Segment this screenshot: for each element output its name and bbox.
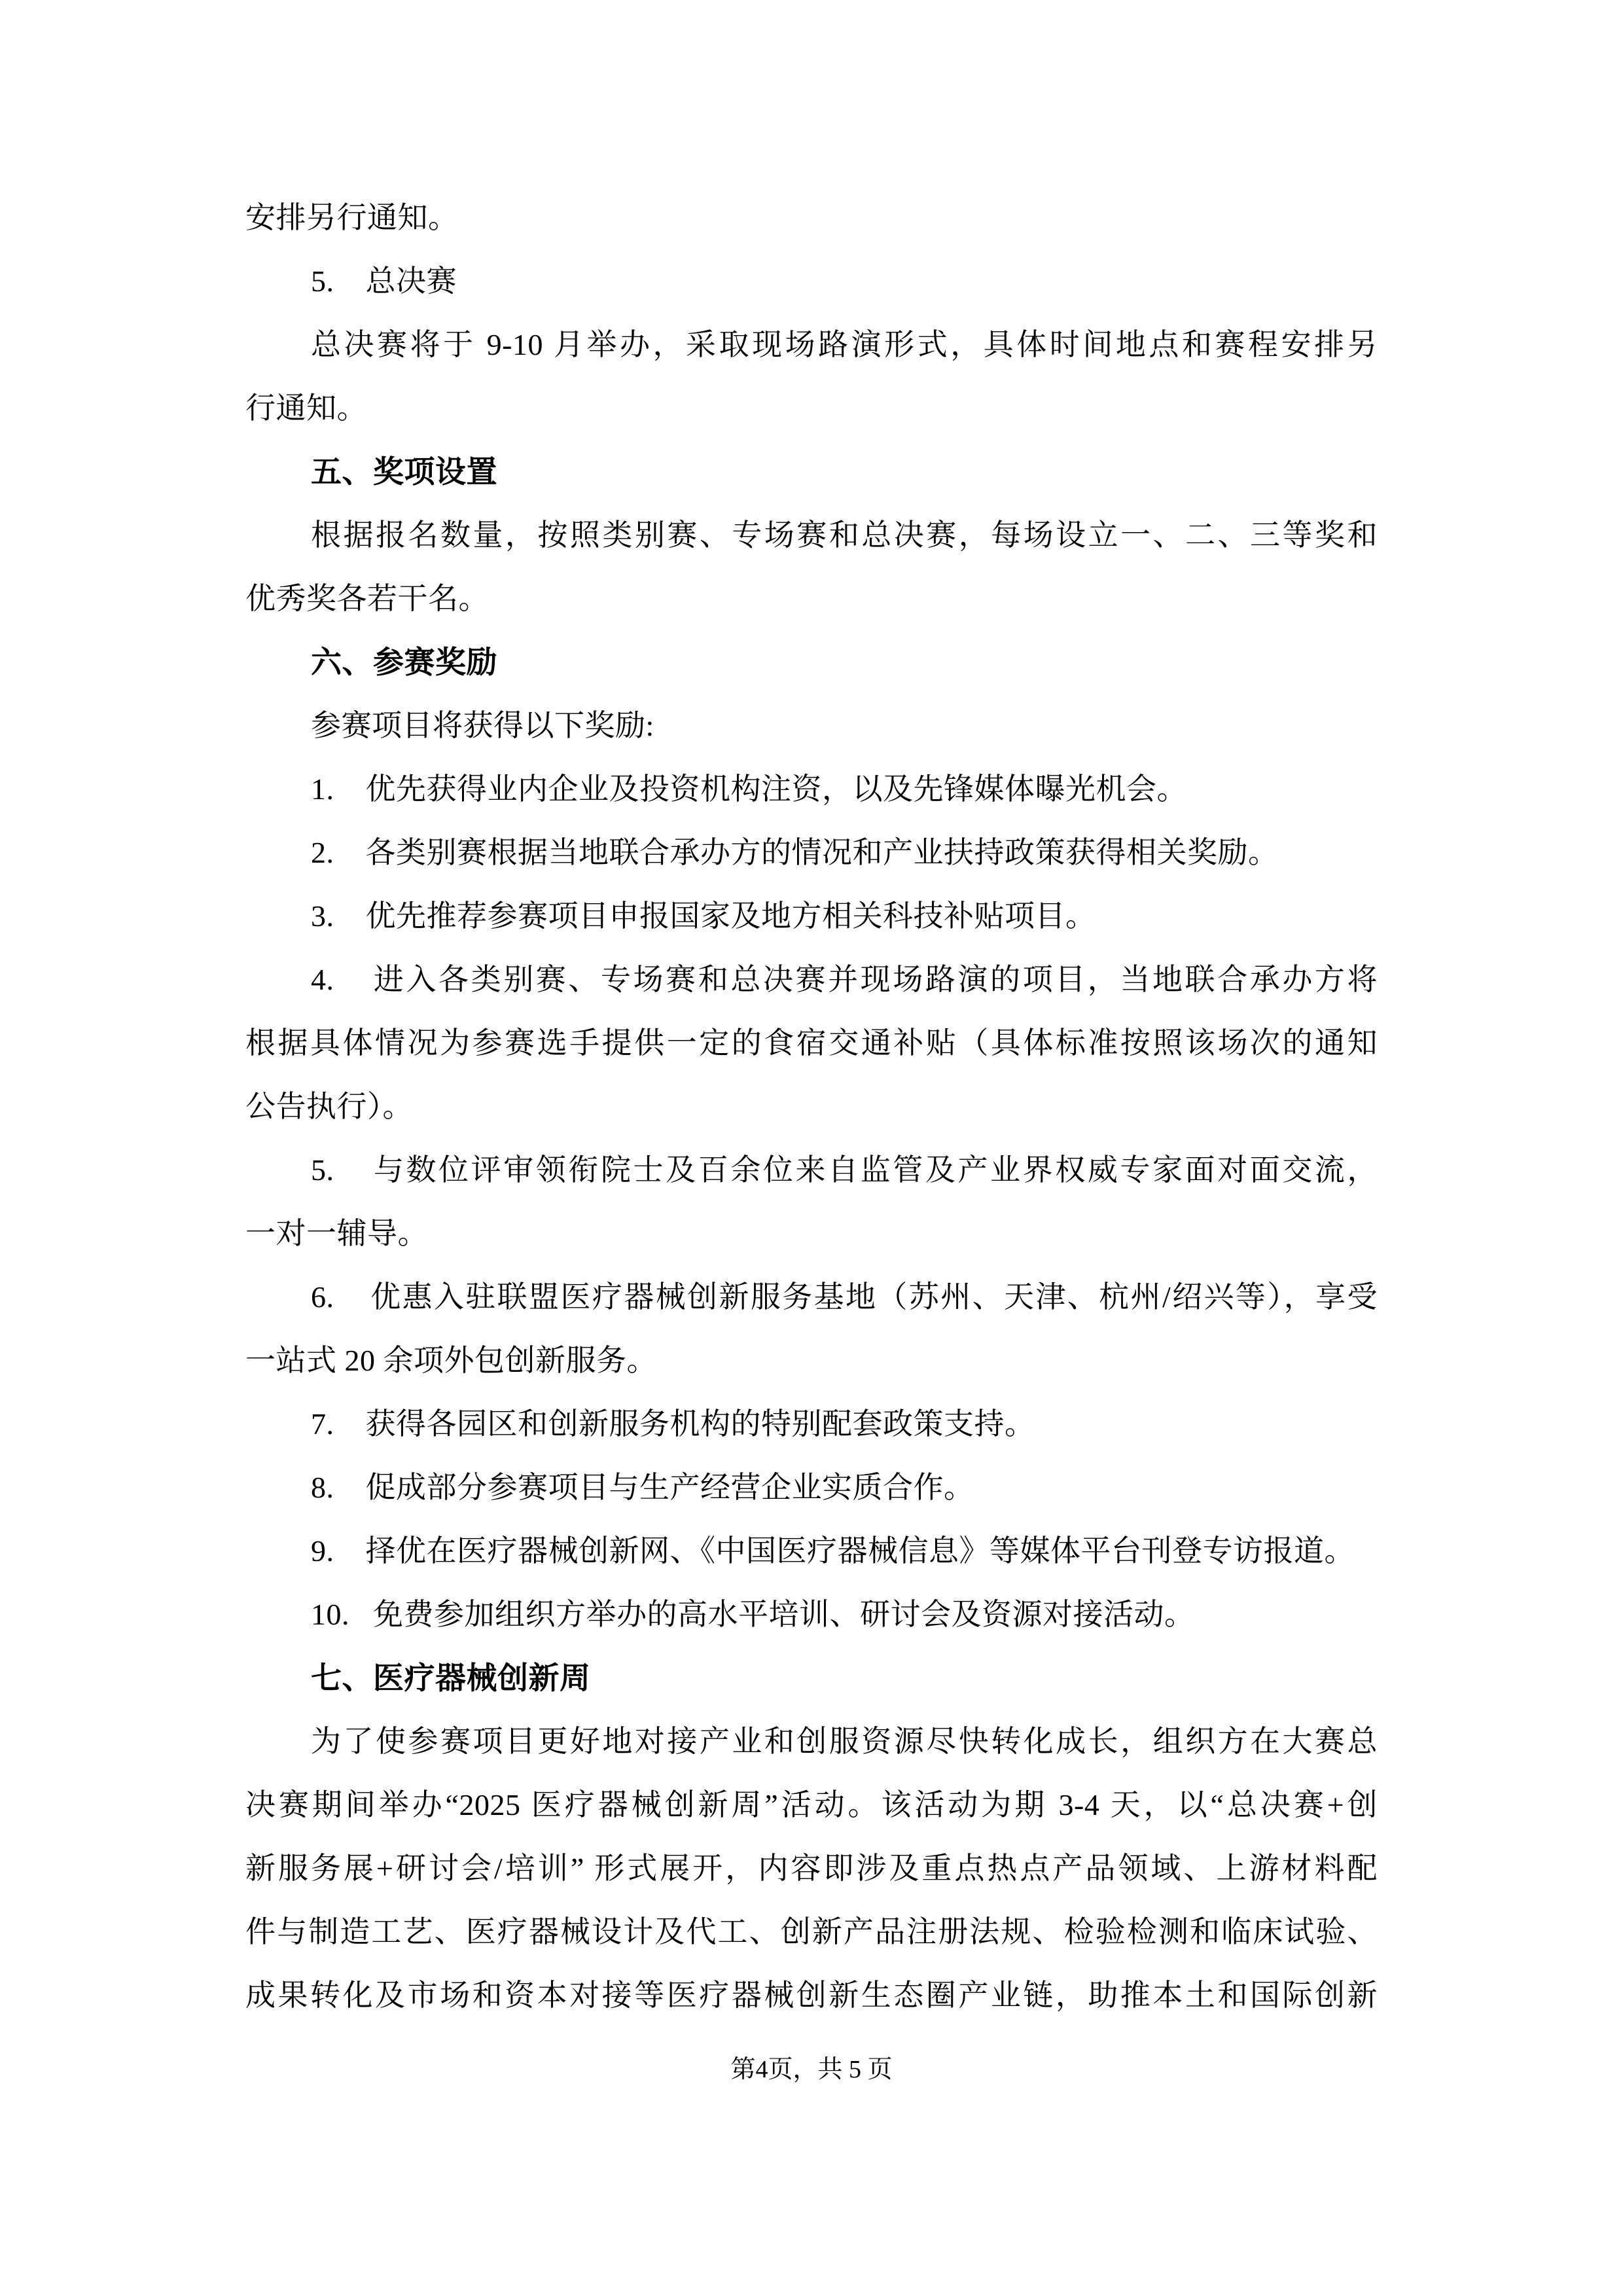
text-line: 为了使参赛项目更好地对接产业和创服资源尽快转化成长，组织方在大赛总 [311, 1725, 1378, 1758]
text-line: 5. 与数位评审领衔院士及百余位来自监管及产业界权威专家面对面交流， [311, 1153, 1378, 1187]
text-line: 件与制造工艺、医疗器械设计及代工、创新产品注册法规、检验检测和临床试验、 [245, 1915, 1378, 1948]
text-line: 新服务展+研讨会/培训” 形式展开，内容即涉及重点热点产品领域、上游材料配 [245, 1852, 1378, 1885]
text-line: 6. 优惠入驻联盟医疗器械创新服务基地（苏州、天津、杭州/绍兴等），享受 [311, 1280, 1378, 1314]
section-heading: 七、医疗器械创新周 [311, 1660, 591, 1695]
page-footer: 第4页，共 5 页 [730, 2056, 893, 2083]
text-line: 3. 优先推荐参赛项目申报国家及地方相关科技补贴项目。 [311, 899, 1096, 933]
text-line: 1. 优先获得业内企业及投资机构注资，以及先锋媒体曝光机会。 [311, 772, 1187, 806]
text-line: 总决赛将于 9-10 月举办，采取现场路演形式，具体时间地点和赛程安排另 [311, 328, 1378, 361]
text-line: 8. 促成部分参赛项目与生产经营企业实质合作。 [311, 1471, 974, 1504]
text-line: 10. 免费参加组织方举办的高水平培训、研讨会及资源对接活动。 [311, 1598, 1195, 1631]
text-line: 9. 择优在医疗器械创新网、《中国医疗器械信息》等媒体平台刊登专访报道。 [311, 1534, 1355, 1568]
section-heading: 五、奖项设置 [311, 454, 497, 489]
text-line: 成果转化及市场和资本对接等医疗器械创新生态圈产业链，助推本土和国际创新 [245, 1979, 1378, 2012]
text-line: 安排另行通知。 [245, 201, 459, 234]
section-heading: 六、参赛奖励 [311, 645, 497, 679]
text-line: 优秀奖各若干名。 [245, 582, 489, 615]
text-line: 参赛项目将获得以下奖励: [311, 709, 654, 742]
text-line: 根据具体情况为参赛选手提供一定的食宿交通补贴（具体标准按照该场次的通知 [245, 1026, 1378, 1060]
text-line: 行通知。 [245, 391, 367, 425]
text-line: 决赛期间举办“2025 医疗器械创新周”活动。该活动为期 3-4 天，以“总决赛+创 [245, 1788, 1378, 1821]
text-line: 5. 总决赛 [311, 264, 457, 298]
text-line: 2. 各类别赛根据当地联合承办方的情况和产业扶持政策获得相关奖励。 [311, 836, 1279, 869]
text-line: 根据报名数量，按照类别赛、专场赛和总决赛，每场设立一、二、三等奖和 [311, 518, 1378, 552]
text-line: 4. 进入各类别赛、专场赛和总决赛并现场路演的项目，当地联合承办方将 [311, 963, 1378, 996]
text-line: 7. 获得各园区和创新服务机构的特别配套政策支持。 [311, 1407, 1035, 1441]
document-content [245, 186, 1378, 2027]
text-line: 一站式 20 余项外包创新服务。 [245, 1344, 657, 1377]
text-line: 公告执行）。 [245, 1090, 413, 1123]
text-line: 一对一辅导。 [245, 1217, 428, 1250]
